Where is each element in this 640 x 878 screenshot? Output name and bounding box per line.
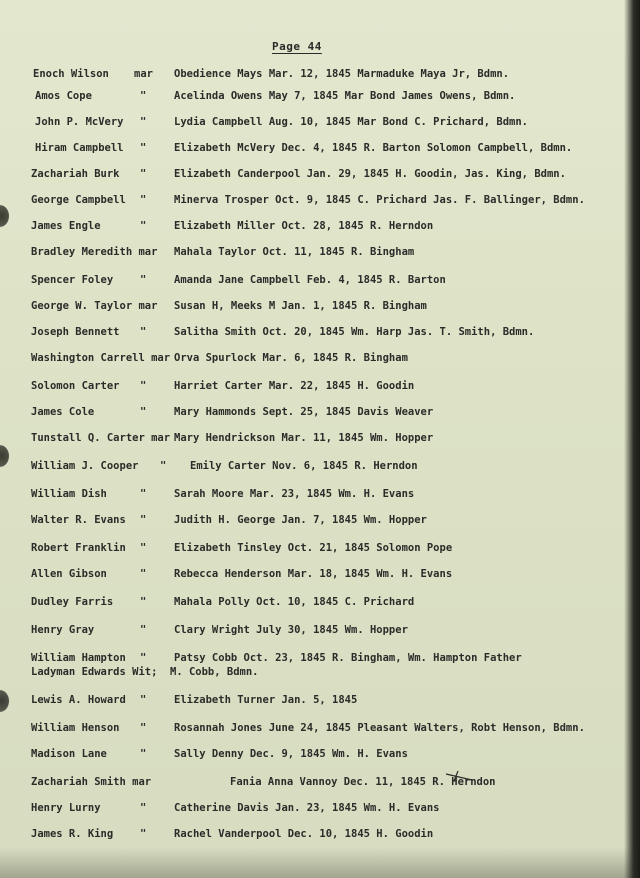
record-details: Judith H. George Jan. 7, 1845 Wm. Hopper [174, 514, 427, 526]
ditto-mark: " [160, 460, 167, 472]
groom-name: James R. King [31, 828, 114, 840]
record-details: Clary Wright July 30, 1845 Wm. Hopper [174, 624, 408, 636]
groom-name: Bradley Meredith mar [31, 246, 158, 258]
groom-name: George W. Taylor mar [31, 300, 158, 312]
record-details: Elizabeth Miller Oct. 28, 1845 R. Herndon [174, 220, 434, 232]
pen-mark [444, 770, 474, 782]
ditto-mark: " [140, 220, 147, 232]
record-row [0, 140, 640, 156]
record-details: Minerva Trosper Oct. 9, 1845 C. Prichard Jas. F. Ballinger, Bdmn. [174, 194, 585, 206]
record-details: Orva Spurlock Mar. 6, 1845 R. Bingham [174, 352, 408, 364]
record-row [0, 622, 640, 638]
groom-name: John P. McVery [35, 116, 124, 128]
record-details: Salitha Smith Oct. 20, 1845 Wm. Harp Jas. T. Smith, Bdmn. [174, 326, 535, 338]
record-details: Elizabeth McVery Dec. 4, 1845 R. Barton Solomon Campbell, Bdmn. [174, 142, 573, 154]
ditto-mark: " [140, 596, 147, 608]
record-row [0, 594, 640, 610]
page-edge [624, 0, 640, 878]
groom-name: Solomon Carter [31, 380, 120, 392]
groom-name: Hiram Campbell [35, 142, 124, 154]
record-row [0, 458, 640, 474]
record-row [0, 244, 640, 260]
record-row [0, 88, 640, 104]
record-details: Mary Hammonds Sept. 25, 1845 Davis Weaver [174, 406, 434, 418]
ditto-mark: " [140, 748, 147, 760]
record-details: Catherine Davis Jan. 23, 1845 Wm. H. Evans [174, 802, 440, 814]
record-row [0, 664, 640, 680]
record-details: Sarah Moore Mar. 23, 1845 Wm. H. Evans [174, 488, 415, 500]
ditto-mark: " [140, 142, 147, 154]
record-row [0, 430, 640, 446]
ditto-mark: " [140, 168, 147, 180]
record-details: Lydia Campbell Aug. 10, 1845 Mar Bond C. Prichard, Bdmn. [174, 116, 529, 128]
groom-name: Amos Cope [35, 90, 92, 102]
record-row [0, 404, 640, 420]
ditto-mark: " [140, 90, 147, 102]
groom-name: Madison Lane [31, 748, 107, 760]
ditto-mark: " [140, 542, 147, 554]
record-details: Sally Denny Dec. 9, 1845 Wm. H. Evans [174, 748, 408, 760]
groom-name: Zachariah Smith mar [31, 776, 152, 788]
groom-name: George Campbell [31, 194, 126, 206]
record-details: Emily Carter Nov. 6, 1845 R. Herndon [190, 460, 418, 472]
record-row [0, 378, 640, 394]
ditto-mark: " [140, 514, 147, 526]
groom-name: Henry Lurny [31, 802, 101, 814]
record-row [0, 720, 640, 736]
groom-name: William Hampton [31, 652, 126, 664]
record-details: Fania Anna Vannoy Dec. 11, 1845 R. Herndon [230, 776, 496, 788]
record-details: Elizabeth Tinsley Oct. 21, 1845 Solomon Pope [174, 542, 453, 554]
record-row [0, 800, 640, 816]
groom-name: William Dish [31, 488, 107, 500]
groom-name: Allen Gibson [31, 568, 107, 580]
record-row [0, 192, 640, 208]
record-details: Amanda Jane Campbell Feb. 4, 1845 R. Barton [174, 274, 446, 286]
groom-name: Enoch Wilson [33, 68, 109, 80]
record-row [0, 272, 640, 288]
ditto-mark: " [140, 694, 147, 706]
record-row [0, 298, 640, 314]
groom-name: James Engle [31, 220, 101, 232]
ditto-mark: mar [134, 68, 153, 80]
record-details: Mahala Polly Oct. 10, 1845 C. Prichard [174, 596, 415, 608]
ditto-mark: " [140, 802, 147, 814]
record-row [0, 218, 640, 234]
page-title: Page 44 [272, 40, 322, 53]
ditto-mark: " [140, 568, 147, 580]
groom-name: Robert Franklin [31, 542, 126, 554]
record-row [0, 540, 640, 556]
record-details: Mahala Taylor Oct. 11, 1845 R. Bingham [174, 246, 415, 258]
groom-name: Tunstall Q. Carter mar [31, 432, 171, 444]
ditto-mark: " [140, 722, 147, 734]
record-row [0, 566, 640, 582]
groom-name: Spencer Foley [31, 274, 114, 286]
record-row [0, 826, 640, 842]
record-row [0, 114, 640, 130]
record-row [0, 324, 640, 340]
groom-name: James Cole [31, 406, 95, 418]
ditto-mark: " [140, 652, 147, 664]
record-row [0, 66, 640, 82]
record-details: M. Cobb, Bdmn. [170, 666, 259, 678]
groom-name: Zachariah Burk [31, 168, 120, 180]
record-row [0, 486, 640, 502]
record-details: Rebecca Henderson Mar. 18, 1845 Wm. H. Evans [174, 568, 453, 580]
record-row [0, 692, 640, 708]
record-details: Rosannah Jones June 24, 1845 Pleasant Walters, Robt Henson, Bdmn. [174, 722, 585, 734]
ditto-mark: " [140, 828, 147, 840]
record-details: Elizabeth Canderpool Jan. 29, 1845 H. Goodin, Jas. King, Bdmn. [174, 168, 566, 180]
record-details: Elizabeth Turner Jan. 5, 1845 [174, 694, 358, 706]
record-row [0, 774, 640, 790]
record-row [0, 746, 640, 762]
record-details: Patsy Cobb Oct. 23, 1845 R. Bingham, Wm. Hampton Father [174, 652, 522, 664]
ditto-mark: " [140, 624, 147, 636]
record-details: Rachel Vanderpool Dec. 10, 1845 H. Goodin [174, 828, 434, 840]
groom-name: Dudley Farris [31, 596, 114, 608]
record-details: Harriet Carter Mar. 22, 1845 H. Goodin [174, 380, 415, 392]
record-details: Obedience Mays Mar. 12, 1845 Marmaduke Maya Jr, Bdmn. [174, 68, 510, 80]
ditto-mark: " [140, 194, 147, 206]
groom-name: William J. Cooper [31, 460, 139, 472]
record-row [0, 350, 640, 366]
ditto-mark: " [140, 488, 147, 500]
ditto-mark: " [140, 326, 147, 338]
record-row [0, 512, 640, 528]
record-details: Acelinda Owens May 7, 1845 Mar Bond James Owens, Bdmn. [174, 90, 516, 102]
page-shadow [0, 848, 640, 878]
groom-name: Washington Carrell mar [31, 352, 171, 364]
groom-name: Walter R. Evans [31, 514, 126, 526]
ditto-mark: " [140, 406, 147, 418]
record-row [0, 166, 640, 182]
groom-name: Joseph Bennett [31, 326, 120, 338]
groom-name: William Henson [31, 722, 120, 734]
groom-name: Ladyman Edwards Wit; [31, 666, 158, 678]
record-details: Susan H, Meeks M Jan. 1, 1845 R. Bingham [174, 300, 427, 312]
ditto-mark: " [140, 116, 147, 128]
record-details: Mary Hendrickson Mar. 11, 1845 Wm. Hopper [174, 432, 434, 444]
groom-name: Lewis A. Howard [31, 694, 126, 706]
ditto-mark: " [140, 380, 147, 392]
groom-name: Henry Gray [31, 624, 95, 636]
ditto-mark: " [140, 274, 147, 286]
